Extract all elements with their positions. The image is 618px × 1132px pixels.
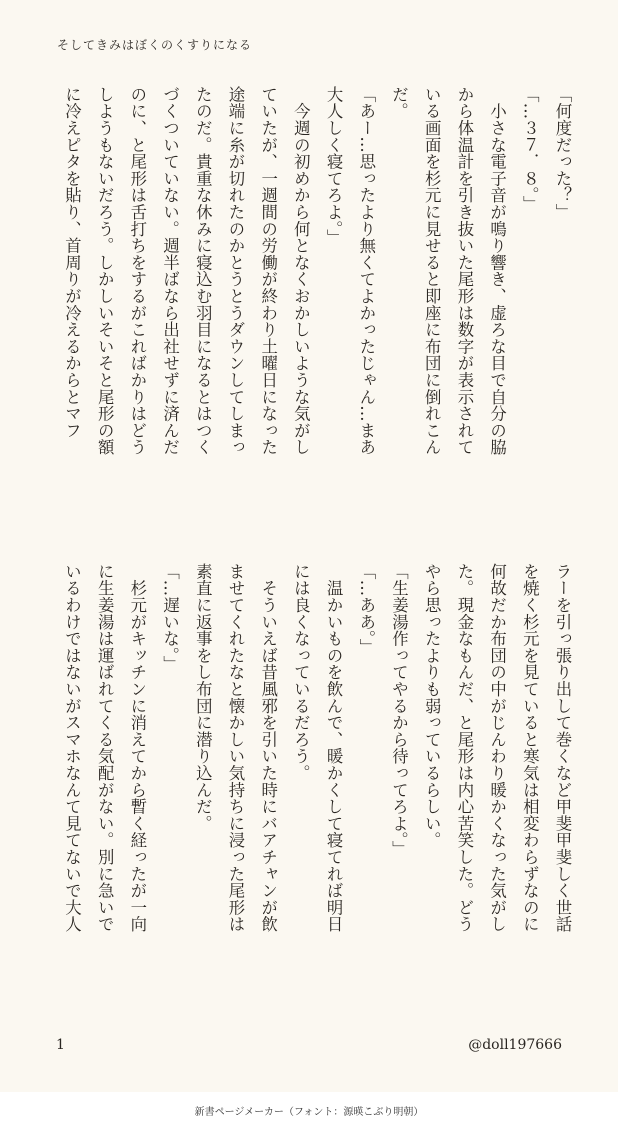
text-line: 小さな電子音が鳴り響き、虚ろな目で自分の脇 xyxy=(487,86,507,456)
text-line: のに、と尾形は舌打ちをするがこればかりはどう xyxy=(127,86,147,456)
text-line: 途端に糸が切れたのかとうとうダウンしてしまっ xyxy=(225,86,245,456)
text-line: ませてくれたなと懐かしい気持ちに浸った尾形は xyxy=(225,563,245,933)
text-line: 今週の初めから何となくおかしいような気がし xyxy=(291,86,311,456)
text-line: そういえば昔風邪を引いた時にバアチャンが飲 xyxy=(258,563,278,933)
text-line: ラーを引っ張り出して巻くなど甲斐甲斐しく世話 xyxy=(553,563,572,933)
text-line: 「…ああ。」 xyxy=(356,563,376,656)
text-line: づくついていない。週半ばなら出社せずに済んだ xyxy=(160,86,180,456)
text-line: 温かいものを飲んで、暖かくして寝てれば明日 xyxy=(324,563,344,933)
text-line: 「生姜湯作ってやるから待ってろよ。」 xyxy=(389,563,409,858)
text-line: いる画面を杉元に見せると即座に布団に倒れこん xyxy=(422,86,442,456)
text-line: を焼く杉元を見ていると寒気は相変わらずなのに xyxy=(520,563,540,933)
text-line: いるわけではないがスマホなんて見てないで大人 xyxy=(62,563,82,933)
text-line: 「何度だった？」 xyxy=(553,86,572,221)
footer-credit: 新書ページメーカー（フォント：源暎こぶり明朝） xyxy=(194,1107,424,1118)
text-line: しようもないだろう。しかしいそいそと尾形の額 xyxy=(95,86,115,456)
text-line: には良くなっているだろう。 xyxy=(291,563,311,782)
text-line: に生姜湯は運ばれてくる気配がない。別に急いで xyxy=(95,563,115,933)
text-block-bottom xyxy=(53,563,578,983)
text-line: た。現金なもんだ、と尾形は内心苦笑した。どう xyxy=(454,563,474,933)
page-header-title: そしてきみはぼくのくすりになる xyxy=(57,38,253,52)
text-line: やら思ったよりも弱っているらしい。 xyxy=(422,563,442,849)
text-line: 「あー…思ったより無くてよかったじゃん…まあ xyxy=(356,86,376,456)
text-line: 「…３７．８。」 xyxy=(520,86,540,213)
text-line: 杉元がキッチンに消えてから暫く経ったが一向 xyxy=(127,563,147,933)
text-line: に冷えピタを貼り、首周りが冷えるからとマフ xyxy=(62,86,82,439)
text-line: 素直に返事をし布団に潜り込んだ。 xyxy=(193,563,213,832)
text-block-top xyxy=(53,86,578,531)
text-line: から体温計を引き抜いた尾形は数字が表示されて xyxy=(454,86,474,456)
text-line: たのだ。貴重な休みに寝込む羽目になるとはつく xyxy=(193,86,213,456)
text-line: だ。 xyxy=(389,86,409,120)
page-number: 1 xyxy=(56,1037,65,1053)
author-handle: @doll197666 xyxy=(468,1037,562,1053)
text-line: 「…遅いな。」 xyxy=(160,563,180,673)
text-line: 何故だか布団の中がじんわり暖かくなった気がし xyxy=(487,563,507,933)
text-line: 大人しく寝てろよ。」 xyxy=(324,86,344,246)
text-line: ていたが、一週間の労働が終わり土曜日になった xyxy=(258,86,278,456)
